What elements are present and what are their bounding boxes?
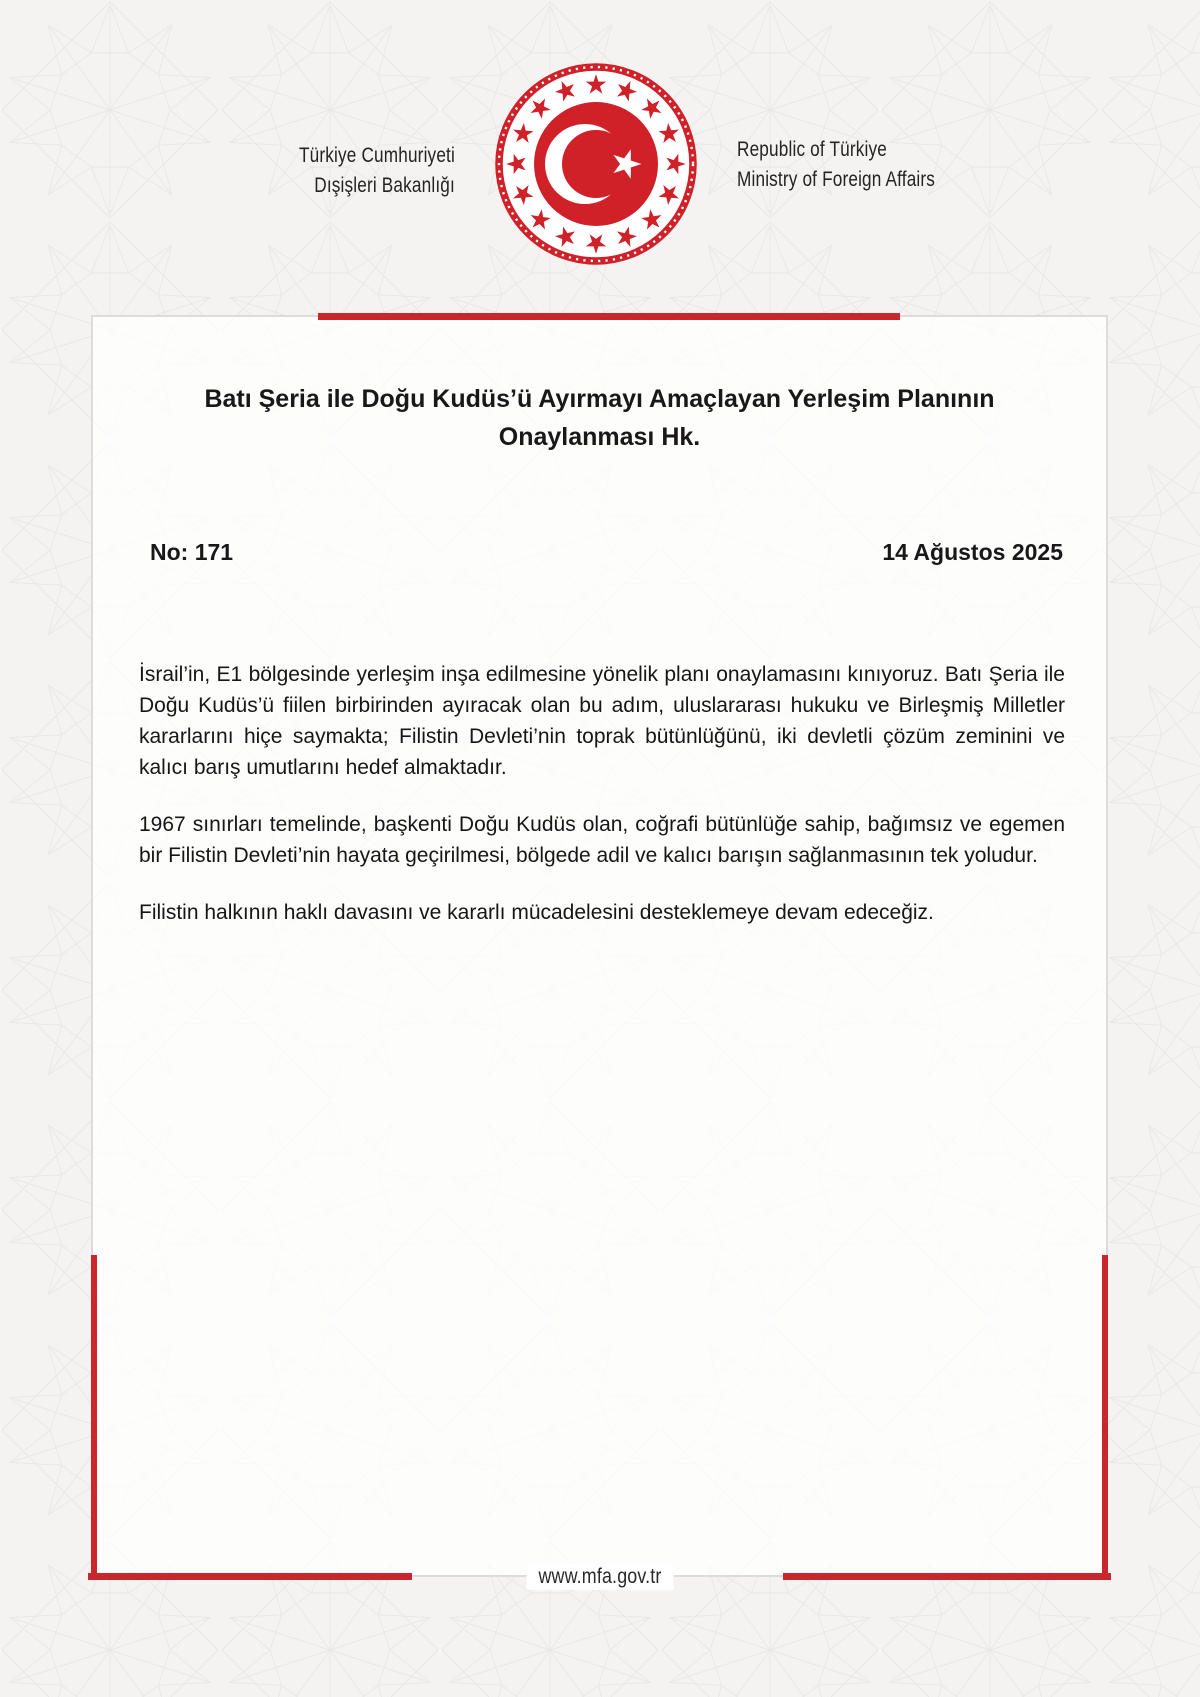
content-panel	[91, 315, 1108, 1588]
body-paragraph-3: Filistin halkının haklı davasını ve kararlı mücadelesini desteklemeye devam edeceğiz.	[139, 901, 934, 924]
ministry-name-en-line1: Republic of Türkiye	[737, 137, 887, 161]
press-release-body	[139, 659, 1065, 954]
ministry-name-turkish	[299, 140, 455, 200]
top-accent-bar	[318, 313, 900, 320]
bottom-left-accent-bar	[88, 1573, 412, 1580]
body-paragraph-1: İsrail’in, E1 bölgesinde yerleşim inşa edilmesine yönelik planı onaylamasını kınıyoruz. Batı Şeria ile Doğu Kudüs’ü fiilen birbirinden ayıracak olan bu adım, uluslararası hukuku ve Birleşmiş Milletler kararlarını hiçe saymakta; Filistin Devleti’nin toprak bütünlüğünü, iki devletli çözüm zeminini ve kalıcı barış umutlarını hedef almaktadır.	[139, 663, 1065, 779]
press-release-title-line2: Onaylanması Hk.	[498, 423, 701, 451]
right-accent-border	[1102, 1255, 1108, 1580]
press-release-title	[93, 380, 1106, 456]
release-date: 14 Ağustos 2025	[882, 539, 1063, 565]
body-paragraph-2: 1967 sınırları temelinde, başkenti Doğu Kudüs olan, coğrafi bütünlüğe sahip, bağımsız ve egemen bir Filistin Devleti’nin hayata geçirilmesi, bölgede adil ve kalıcı barışın sağlanmasının tek yoludur.	[139, 813, 1065, 867]
release-number: No: 171	[150, 539, 234, 565]
ministry-name-english	[737, 134, 935, 194]
crescent-and-star-icon	[534, 102, 658, 226]
turkiye-mfa-emblem-icon	[494, 62, 698, 266]
release-meta-row	[150, 539, 1063, 566]
press-release-title-line1: Batı Şeria ile Doğu Kudüs’ü Ayırmayı Amaçlayan Yerleşim Planının	[204, 385, 995, 413]
ministry-name-en-line2: Ministry of Foreign Affairs	[737, 167, 936, 191]
ministry-name-tr-line1: Türkiye Cumhuriyeti	[299, 143, 455, 167]
bottom-right-accent-bar	[783, 1573, 1111, 1580]
ministry-name-tr-line2: Dışişleri Bakanlığı	[314, 173, 455, 197]
website-url: www.mfa.gov.tr	[526, 1564, 673, 1590]
left-accent-border	[91, 1255, 97, 1580]
